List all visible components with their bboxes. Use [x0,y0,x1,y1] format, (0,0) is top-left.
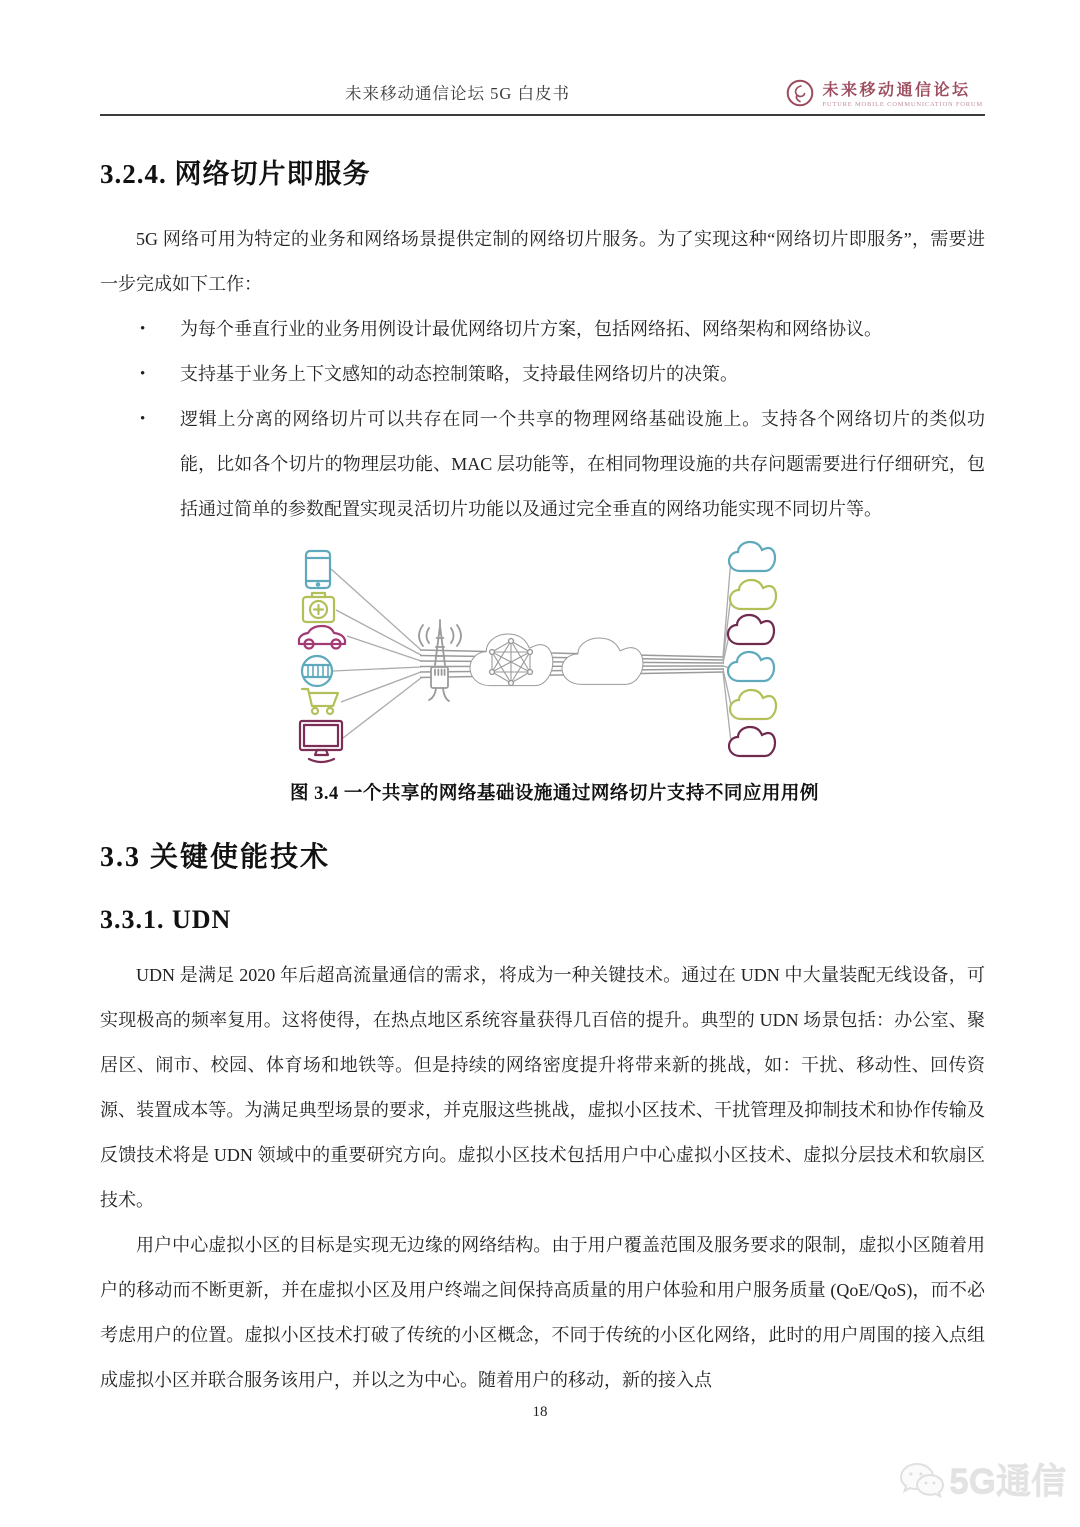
cloud-slice-1-icon [729,542,775,571]
smartphone-icon [306,551,330,588]
forum-logo [785,77,983,108]
monitor-icon [300,721,342,762]
forum-logo-name: 未来移动通信论坛 [822,82,971,99]
cloud-slice-4-icon [728,652,774,681]
watermark [898,1455,1066,1505]
bullet-item: • 逻辑上分离的网络切片可以共存在同一个共享的物理网络基础设施上。支持各个网络切片的类似功能，比如各个切片的物理层功能、MAC 层功能等，在相同物理设施的共存问题需要进行仔细研究，包括通过简单的参数配置实现灵活切片功能以及通过完全垂直的网络功能实现不同切片等。 [180,397,985,532]
shopping-cart-icon [302,689,338,714]
paragraph-udn-1: UDN 是满足 2020 年后超高流量通信的需求，将成为一种关键技术。通过在 UDN 中大量装配无线设备，可实现极高的频率复用。这将使得，在热点地区系统容量获得几百倍的提升。典型的 UDN 场景包括：办公室、聚居区、闹市、校园、体育场和地铁等。但是持续的网络密度提升将带来新的挑战，如：干扰、移动性、回传资源、装置成本等。为满足典型场景的要求，并克服这些挑战，虚拟小区技术、干扰管理及抑制技术和协作传输及反馈技术将是 UDN 领域中的重要研究方向。虚拟小区技术包括用户中心虚拟小区技术、虚拟分层技术和软扇区技术。 [100,965,985,1210]
section-heading-3-3: 3.3 关键使能技术 [100,842,331,873]
cloud-slice-2-icon [730,580,776,609]
section-heading-3-2-4: 3.2.4. 网络切片即服务 [100,159,371,189]
ethernet-plug-icon [429,667,449,701]
network-slicing-diagram [290,538,795,766]
figure-3-4-caption: 图 3.4 一个共享的网络基础设施通过网络切片支持不同应用用例 [290,784,819,804]
network-slicing-bullet-list [100,307,985,532]
cloud-slice-6-icon [729,727,775,756]
slice-fan-lines [723,558,731,742]
figure-3-4-network-slicing-diagram [290,538,819,805]
page-number: 18 [532,1404,548,1420]
paragraph-udn-2: 用户中心虚拟小区的目标是实现无边缘的网络结构。由于用户覆盖范围及服务要求的限制，虚拟小区随着用户的移动而不断更新，并在虚拟小区及用户终端之间保持高质量的用户体验和用户服务质量 (QoE/QoS)，而不必考虑用户的位置。虚拟小区技术打破了传统的小区概念，不同于传统的小区化网络，此时的用户周围的接入点组成虚拟小区并联合服务该用户，并以之为中心。随着用户的移动，新的接入点 [100,1235,985,1390]
forum-logo-subtitle: FUTURE MOBILE COMMUNICATION FORUM [822,101,983,108]
cloud-slice-5-icon [730,690,776,719]
stadium-icon [302,656,332,686]
device-fan-lines [331,569,421,738]
forum-logo-icon [785,78,815,108]
medical-kit-icon [303,593,334,622]
watermark-text: 5G通信 [949,1463,1066,1502]
radio-tower-icon [419,620,461,665]
cloud-slice-3-icon [728,615,774,644]
car-icon [299,626,345,649]
page-header [100,0,985,116]
core-cloud-icon [562,638,643,684]
bullet-item: • 支持基于业务上下文感知的动态控制策略，支持最佳网络切片的决策。 [180,352,985,397]
paragraph-network-slicing-intro: 5G 网络可用为特定的业务和网络场景提供定制的网络切片服务。为了实现这种“网络切片即服务”，需要进一步完成如下工作： [100,229,985,294]
section-heading-3-3-1: 3.3.1. UDN [100,905,232,934]
wechat-icon [898,1461,944,1499]
bullet-item: • 为每个垂直行业的业务用例设计最优网络切片方案，包括网络拓、网络架构和网络协议。 [180,307,985,352]
header-doc-title: 未来移动通信论坛 5G 白皮书 [345,84,570,103]
